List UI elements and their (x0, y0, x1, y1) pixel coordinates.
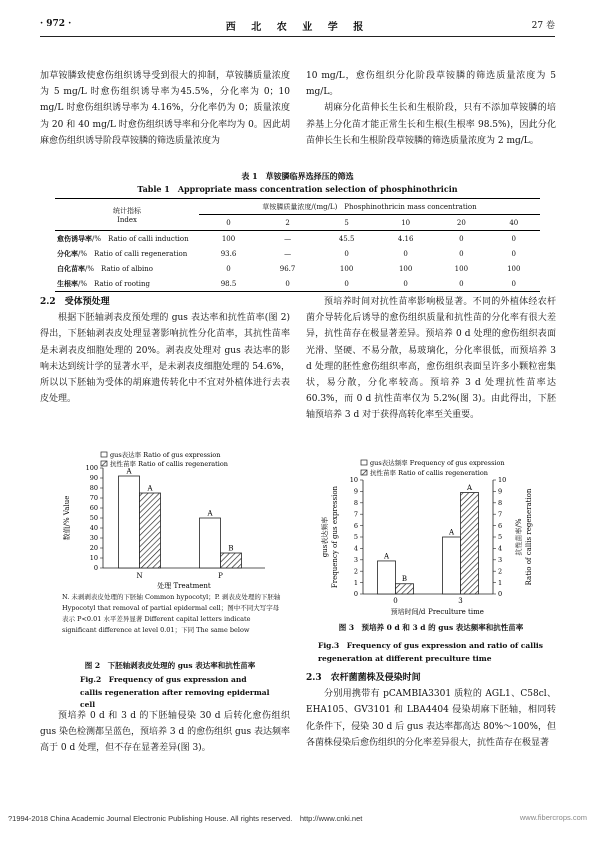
legend-swatch-gus (361, 460, 367, 465)
table-cell: 0 (459, 234, 464, 243)
table-cell: 45.5 (338, 234, 355, 243)
table-cell: 0 (226, 264, 231, 273)
y-tick-label-left: 2 (353, 567, 358, 576)
row-label (55, 276, 199, 292)
left-mid-column (40, 294, 290, 407)
table-cell: 0 (459, 249, 464, 258)
y-tick-label-right: 1 (498, 578, 503, 587)
y-tick-label-left: 3 (353, 556, 358, 564)
table-caption-cn: 表 1 草铵膦临界选择压的筛选 (241, 171, 354, 181)
y-tick-label-left: 1 (353, 578, 358, 587)
table-cell: 0 (511, 234, 516, 243)
table-cell: 0 (317, 276, 376, 292)
row-label-en: /% Ratio of calli regeneration (78, 249, 188, 258)
row-label-en: /% Ratio of rooting (78, 279, 150, 288)
y-tick-label-right: 6 (498, 521, 503, 530)
table-cell: 93.6 (220, 249, 237, 258)
conc-col-5: 40 (488, 215, 540, 231)
table-row (55, 246, 540, 261)
legend-swatch-calli (361, 470, 367, 475)
y-tick-label-right: 0 (498, 590, 503, 599)
legend-label-calli: 抗性苗率 Ratio of callis regeneration (370, 469, 488, 477)
y-tick-label-right: 9 (498, 487, 503, 496)
paragraph: 预培养 0 d 和 3 d 的下胚轴侵染 30 d 后转化愈伤组织 gus 染色检测都呈蓝色，预培养 3 d 的愈伤组织 gus 表达频率高于 0 d 处理，但不存在显著差异(图 3)。 (40, 711, 291, 754)
paragraph: 根据下胚轴剥表皮预处理的 gus 表达率和抗性苗率(图 2)得出，下胚轴剥表皮处理显著影响抗性分化苗率，其抗性苗率是未剥表皮细胞处理的 20%。剥表皮处理对 gus 表达率的影响未达到统计学的显著水平，是未剥表皮细胞处理的 54.6%，所以以下胚轴为受体的胡麻遗传转化中不宜对外植体进行去表皮处理。 (40, 313, 290, 405)
x-tick-label: P (218, 572, 223, 580)
significance-letter: A (207, 509, 213, 518)
table-cell: 0 (435, 276, 487, 292)
row-label-cn: 愈伤诱导率 (57, 233, 92, 243)
row-label-cn: 白化苗率 (57, 263, 85, 273)
legend-label-gus: gus表达率 Ratio of gus expression (110, 451, 221, 459)
left-top-column (40, 68, 290, 149)
legend-swatch-gus (101, 452, 107, 457)
table-row (55, 231, 540, 247)
table-cell: — (284, 234, 292, 243)
conc-col-4: 20 (435, 215, 487, 231)
bar (221, 553, 242, 568)
index-header-en: Index (117, 215, 137, 224)
y-tick-label-right: 5 (498, 533, 503, 542)
conc-header: 草铵膦质量浓度/(mg/L) Phosphinothricin mass concentration (199, 199, 540, 215)
y-axis-label: 数值/% Value (63, 495, 71, 541)
table-cell: 0 (403, 249, 408, 258)
table-cell: 0 (258, 276, 317, 292)
y-tick-label: 50 (89, 514, 98, 523)
page-footer (8, 813, 587, 824)
y-tick-label-left: 4 (353, 544, 358, 553)
table-cell: 100 (454, 264, 469, 273)
table-row (55, 261, 540, 276)
table-header-row (55, 199, 540, 215)
figure-2-note: N. 未剥剥表皮处理的下胚轴 Common hypocotyl；P. 剥表皮处理的下胚轴 Hypocotyl that removal of partial epidermal cell；图中不同大写字母表示 P<0.01 水平差异显著 Different capital letters indicate significant difference at level 0.01；下同 The same below (62, 593, 281, 634)
y-tick-label-left: 5 (353, 533, 358, 542)
table-body (55, 231, 540, 292)
bar (461, 493, 479, 594)
y-tick-label: 90 (89, 474, 98, 483)
significance-letter: A (147, 484, 153, 493)
y-tick-label-right: 7 (498, 510, 503, 519)
conc-col-2: 5 (317, 215, 376, 231)
table-cell: 0 (344, 249, 349, 258)
x-axis-label: 处理 Treatment (157, 582, 211, 590)
y-tick-label: 0 (93, 564, 98, 573)
y-tick-label: 30 (89, 534, 98, 543)
y-tick-label-right: 10 (498, 476, 507, 485)
row-label-cn: 生根率 (57, 278, 78, 288)
section-heading: 2.2 受体预处理 (40, 297, 110, 307)
y-tick-label-left: 9 (353, 487, 358, 496)
y-tick-label-left: 6 (353, 521, 358, 530)
x-axis-label-cn: 预培时间/d (390, 608, 426, 616)
y-tick-label: 60 (89, 504, 98, 513)
left-bottom-column (40, 708, 290, 757)
table-cell: 0 (511, 249, 516, 258)
table-cell: 96.7 (279, 264, 296, 273)
page-header (40, 16, 555, 34)
index-header (55, 199, 199, 231)
table-row (55, 276, 540, 292)
table-caption-en: Table 1 Appropriate mass concentration selection of phosphinothricin (137, 184, 458, 194)
y-tick-label: 100 (85, 464, 98, 473)
table-cell: 100 (221, 234, 236, 243)
y-tick-label-left: 8 (353, 499, 358, 507)
y-tick-label-left: 0 (353, 590, 358, 599)
significance-letter: A (126, 467, 132, 476)
journal-title: 西 北 农 业 学 报 (225, 22, 370, 33)
table-cell: 0 (488, 276, 540, 292)
right-top-column (306, 68, 556, 149)
x-tick-label: 3 (458, 597, 463, 605)
paragraph: 10 mg/L，愈伤组织分化阶段草铵膦的筛选质量浓度为 5 mg/L。 (306, 71, 556, 98)
paragraph: 预培养时间对抗性苗率影响极显著。不同的外植体经农杆菌介导转化后诱导的愈伤组织质量和抗性苗的分化率有很大差异，抗性苗存在极显著差异。预培养 0 d 处理的愈伤组织表面光滑、坚硬、不易分散，易玻璃化，分化率很低，而预培养 3 d 处理的胚性愈伤组织率高，愈伤组织表面呈许多小颗粒密集状，易分散，分化率较高。预培养 3 d 处理抗性苗率达 60.3%，而 0 d 抗性苗率仅为 5.2%(图 3)。由此得出，下胚轴预培养 3 d 对于获得高转化率至关重要。 (306, 297, 556, 421)
figure-2-caption-en: Fig.2 Frequency of gus expression and callis regeneration after removing epidermal cell (80, 675, 270, 709)
row-label-en: /% Ratio of calli induction (92, 234, 189, 243)
y-tick-label-right: 3 (498, 556, 503, 564)
y2-axis-label-en: Ratio of callis regeneration (525, 488, 533, 586)
right-mid-column (306, 294, 556, 424)
bar (200, 518, 221, 568)
volume-label: 27 卷 (531, 21, 555, 31)
conc-col-0: 0 (199, 215, 258, 231)
significance-letter: A (466, 484, 473, 493)
row-label (55, 261, 199, 276)
conc-col-3: 10 (376, 215, 435, 231)
y-tick-label: 70 (89, 494, 98, 503)
table-cell: 100 (398, 264, 413, 273)
y-tick-label: 40 (89, 524, 98, 533)
table-cell: — (284, 249, 292, 258)
y2-axis-label-cn: 抗性苗率/% (515, 518, 523, 556)
y-tick-label-left: 10 (349, 476, 358, 485)
figure-2-chart (55, 450, 285, 590)
y-tick-label: 10 (89, 554, 98, 563)
index-header-cn: 统计指标 (113, 206, 141, 215)
copyright-text: ?1994-2018 China Academic Journal Electronic Publishing House. All rights reserved. http://www.cnki.net (8, 814, 363, 823)
paragraph: 分别用携带有 pCAMBIA3301 质粒的 AGL1、C58cl、EHA105、GV3101 和 LBA4404 侵染胡麻下胚轴，相同转化条件下，侵染 30 d 后 gus 表达率都高达 80%～100%，但各菌株侵染后愈伤组织的分化率差异很大，抗性苗存在极显著 (306, 689, 556, 748)
table-cell: 98.5 (199, 276, 258, 292)
significance-letter: A (448, 528, 455, 537)
y-tick-label: 80 (89, 484, 98, 493)
header-rule (40, 36, 555, 37)
watermark-text: www.fibercrops.com (519, 813, 587, 822)
figure-3-chart (305, 458, 555, 618)
figure-2-caption-cn: 图 2 下胚轴剥表皮处理的 gus 表达率和抗性苗率 (84, 661, 256, 670)
y-tick-label-left: 7 (353, 510, 358, 519)
row-label (55, 231, 199, 247)
data-table (55, 198, 540, 292)
section-heading: 2.3 农杆菌菌株及侵染时间 (306, 673, 421, 683)
significance-letter: A (383, 552, 390, 561)
figure-3-caption-en: Fig.3 Frequency of gus expression and ratio of callis regeneration at different preculture time (318, 641, 544, 663)
paragraph: 胡麻分化苗伸长生长和生根阶段，只有不添加草铵膦的培养基上分化苗才能正常生长和生根(生根率 98.5%)，因此分化苗伸长生长和生根阶段草铵膦的筛选质量浓度为 2 mg/L。 (306, 103, 556, 146)
y-tick-label-right: 4 (498, 544, 503, 553)
bar (378, 561, 396, 594)
row-label-en: /% Ratio of albino (85, 264, 153, 273)
right-bottom-column (306, 670, 556, 751)
row-label-cn: 分化率 (57, 248, 78, 258)
table-cell: 100 (507, 264, 521, 273)
paragraph: 加草铵膦致使愈伤组织诱导受到很大的抑制，草铵膦质量浓度为 5 mg/L 时愈伤组织诱导率为45.5%，分化率为 0；10 mg/L 时愈伤组织诱导率为 4.16%，分化率仍为 0；质量浓度为 20 和 40 mg/L 时愈伤组织诱导率和分化率均为 0。因此胡麻愈伤组织诱导阶段草铵膦的筛选质量浓度为 (40, 71, 290, 146)
table-cell: 100 (339, 264, 354, 273)
x-axis-label-en: Preculture time (428, 608, 484, 616)
y-axis-label-en: Frequency of gus expression (331, 485, 339, 589)
bar (140, 493, 161, 568)
table-cell: 4.16 (397, 234, 414, 243)
row-label (55, 246, 199, 261)
y-axis-label-cn: gus表达频率 (321, 516, 329, 558)
legend-label-gus: gus表达频率 Frequency of gus expression (370, 459, 505, 467)
y-tick-label: 20 (89, 544, 98, 553)
table-cell: 0 (376, 276, 435, 292)
bar (443, 537, 461, 594)
x-tick-label: 0 (393, 597, 398, 605)
significance-letter: B (228, 544, 234, 553)
y-tick-label-right: 8 (498, 499, 503, 507)
page-number: · 972 · (40, 19, 72, 29)
conc-col-1: 2 (258, 215, 317, 231)
bar (119, 476, 140, 568)
bar (396, 584, 414, 594)
significance-letter: B (401, 575, 408, 584)
legend-label-calli: 抗性苗率 Ratio of callis regeneration (110, 460, 228, 468)
x-tick-label: N (136, 572, 143, 580)
y-tick-label-right: 2 (498, 567, 503, 576)
legend-swatch-calli (101, 461, 107, 466)
figure-3-caption-cn: 图 3 预培养 0 d 和 3 d 的 gus 表达频率和抗性苗率 (338, 623, 524, 632)
